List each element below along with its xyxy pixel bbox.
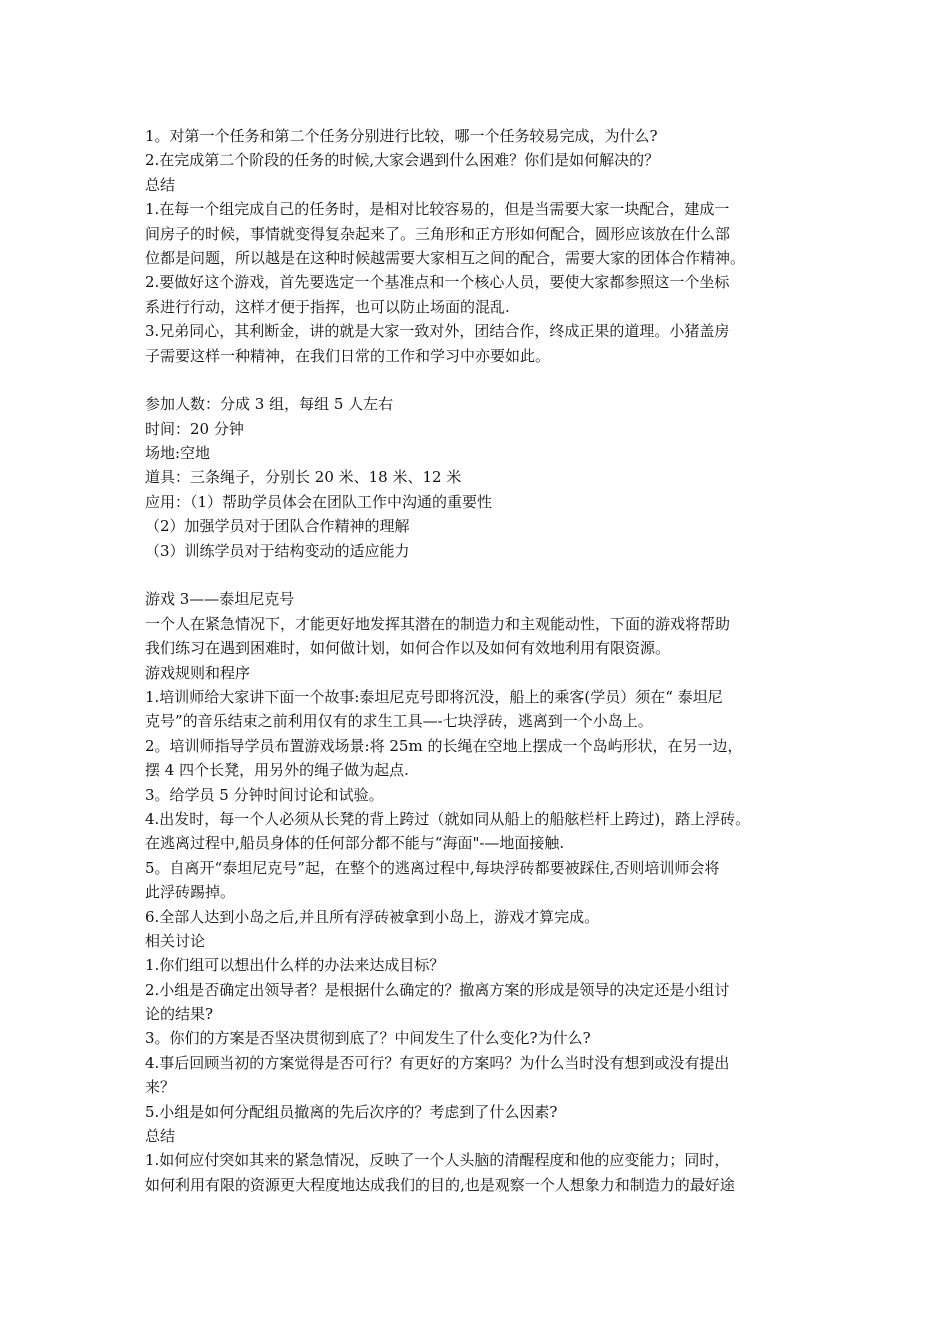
document-body: [145, 124, 813, 1197]
rule-1-line-2: 克号”的音乐结束之前利用仅有的求生工具—-七块浮砖，逃离到一个小岛上。: [145, 712, 653, 731]
summary-point-1-line-2: 间房子的时候，事情就变得复杂起来了。三角形和正方形如何配合，圆形应该放在什么部: [145, 224, 731, 243]
rule-1-line-1: 1.培训师给大家讲下面一个故事:泰坦尼克号即将沉没，船上的乘客(学员）须在“ 泰坦尼: [145, 687, 723, 706]
question-2: 2.在完成第二个阶段的任务的时候,大家会遇到什么困难？你们是如何解决的？: [145, 151, 660, 170]
game-3-title: 游戏 3——泰坦尼克号: [145, 590, 295, 609]
rule-2-line-2: 摆 4 四个长凳，用另外的绳子做为起点.: [145, 761, 409, 780]
summary-point-2-line-2: 系进行行动，这样才便于指挥，也可以防止场面的混乱.: [145, 297, 510, 316]
summary-heading: 总结: [145, 175, 176, 194]
rule-5-line-1: 5。自离开“泰坦尼克号”起，在整个的逃离过程中,每块浮砖都要被踩住,否则培训师会将: [145, 858, 720, 877]
application-1: 应用：（1）帮助学员体会在团队工作中沟通的重要性: [145, 492, 493, 511]
props-line: 道具：三条绳子，分别长 20 米、18 米、12 米: [145, 468, 462, 487]
intro-line-1: 一个人在紧急情况下，才能更好地发挥其潜在的制造力和主观能动性，下面的游戏将帮助: [145, 614, 731, 633]
rule-4-line-1: 4.出发时，每一个人必须从长凳的背上跨过（就如同从船上的船舷栏杆上跨过)，踏上浮砖。: [145, 809, 751, 828]
summary-heading: 总结: [145, 1127, 176, 1146]
discussion-2-line-2: 论的结果?: [145, 1005, 214, 1024]
participants-line: 参加人数：分成 3 组，每组 5 人左右: [145, 395, 394, 414]
time-line: 时间：20 分钟: [145, 419, 244, 438]
application-2: （2）加强学员对于团队合作精神的理解: [145, 517, 410, 536]
discussion-heading: 相关讨论: [145, 931, 206, 950]
rule-4-line-2: 在逃离过程中,船员身体的任何部分都不能与“海面"-—地面接触.: [145, 834, 565, 853]
discussion-2-line-1: 2.小组是否确定出领导者？是根据什么确定的？撤离方案的形成是领导的决定还是小组讨: [145, 980, 730, 999]
discussion-1: 1.你们组可以想出什么样的办法来达成目标？: [145, 956, 445, 975]
paragraph-gap: [145, 563, 813, 587]
rule-2-line-1: 2。培训师指导学员布置游戏场景:将 25m 的长绳在空地上摆成一个岛屿形状，在另一边，: [145, 736, 743, 755]
summary-point-1-line-1: 1.在每一个组完成自己的任务时，是相对比较容易的，但是当需要大家一块配合，建成一: [145, 200, 730, 219]
venue-line: 场地:空地: [145, 444, 211, 463]
discussion-3: 3。你们的方案是否坚决贯彻到底了？中间发生了什么变化?为什么?: [145, 1029, 591, 1048]
application-3: （3）训练学员对于结构变动的适应能力: [145, 541, 410, 560]
discussion-4-line-1: 4.事后回顾当初的方案觉得是否可行？有更好的方案吗？为什么当时没有想到或没有提出: [145, 1053, 730, 1072]
paragraph-gap: [145, 368, 813, 392]
rule-3: 3。给学员 5 分钟时间讨论和试验。: [145, 785, 384, 804]
intro-line-2: 我们练习在遇到困难时，如何做计划，如何合作以及如何有效地利用有限资源。: [145, 639, 671, 658]
rule-5-line-2: 此浮砖踢掉。: [145, 883, 236, 902]
rule-6: 6.全部人达到小岛之后,并且所有浮砖被拿到小岛上，游戏才算完成。: [145, 907, 600, 926]
question-1: 1。对第一个任务和第二个任务分别进行比较，哪一个任务较易完成，为什么?: [145, 127, 658, 145]
summary-point-2-line-1: 2.要做好这个游戏，首先要选定一个基准点和一个核心人员，要使大家都参照这一个坐标: [145, 273, 730, 292]
discussion-4-line-2: 来？: [145, 1078, 176, 1097]
summary-point-1-line-3: 位都是问题，所以越是在这种时候越需要大家相互之间的配合，需要大家的团体合作精神。: [145, 248, 746, 267]
discussion-5: 5.小组是如何分配组员撤离的先后次序的？考虑到了什么因素?: [145, 1102, 558, 1121]
summary-point-3-line-1: 3.兄弟同心，其利断金，讲的就是大家一致对外，团结合作，终成正果的道理。小猪盖房: [145, 322, 730, 341]
summary-point-3-line-2: 子需要这样一种精神，在我们日常的工作和学习中亦要如此。: [145, 346, 551, 365]
rules-heading: 游戏规则和程序: [145, 663, 251, 682]
conclusion-1-line-2: 如何利用有限的资源更大程度地达成我们的目的,也是观察一个人想象力和制造力的最好途: [145, 1175, 735, 1194]
conclusion-1-line-1: 1.如何应付突如其来的紧急情况，反映了一个人头脑的清醒程度和他的应变能力；同时，: [145, 1151, 730, 1170]
